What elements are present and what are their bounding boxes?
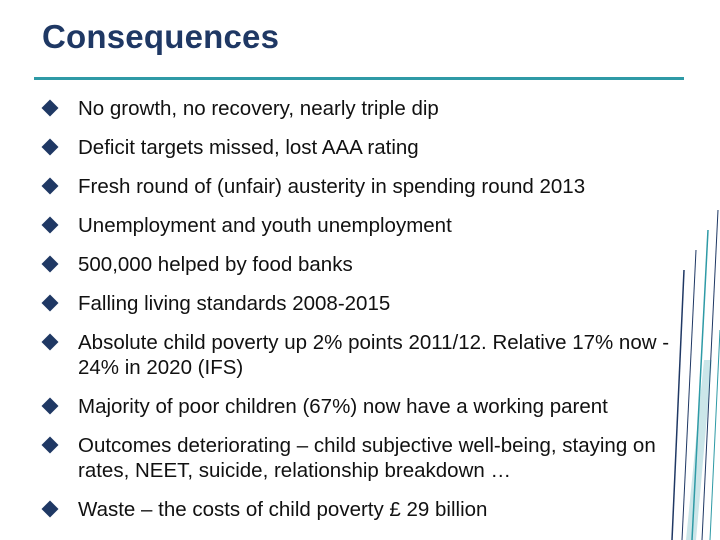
bullet-text: No growth, no recovery, nearly triple dip: [78, 97, 439, 120]
title-underline: [34, 77, 684, 80]
bullet-item: [40, 330, 685, 380]
bullet-list: [40, 96, 685, 536]
diamond-bullet-icon: [42, 334, 59, 351]
bullet-item: [40, 497, 685, 522]
bullet-text: Waste – the costs of child poverty £ 29 billion: [78, 498, 488, 521]
diamond-bullet-icon: [42, 501, 59, 518]
bullet-text: Outcomes deteriorating – child subjective well-being, staying on rates, NEET, suicide, relationship breakdown …: [78, 434, 656, 482]
bullet-item: [40, 433, 685, 483]
bullet-item: [40, 174, 685, 199]
bullet-item: [40, 213, 685, 238]
bullet-item: [40, 394, 685, 419]
bullet-text: Falling living standards 2008-2015: [78, 292, 391, 315]
diamond-bullet-icon: [42, 398, 59, 415]
bullet-text: Unemployment and youth unemployment: [78, 214, 452, 237]
diamond-bullet-icon: [42, 217, 59, 234]
decorative-stripes: [660, 0, 720, 540]
bullet-item: [40, 252, 685, 277]
slide-title: Consequences: [42, 18, 280, 55]
bullet-text: 500,000 helped by food banks: [78, 253, 353, 276]
bullet-text: Deficit targets missed, lost AAA rating: [78, 136, 419, 159]
diamond-bullet-icon: [42, 295, 59, 312]
bullet-text: Fresh round of (unfair) austerity in spending round 2013: [78, 175, 586, 198]
bullet-text: Majority of poor children (67%) now have a working parent: [78, 395, 608, 418]
bullet-text: Absolute child poverty up 2% points 2011/12. Relative 17% now - 24% in 2020 (IFS): [78, 331, 670, 379]
bullet-item: [40, 96, 685, 121]
diamond-bullet-icon: [42, 139, 59, 156]
diamond-bullet-icon: [42, 178, 59, 195]
diamond-bullet-icon: [42, 437, 59, 454]
diamond-bullet-icon: [42, 100, 59, 117]
bullet-item: [40, 291, 685, 316]
diamond-bullet-icon: [42, 256, 59, 273]
bullet-item: [40, 135, 685, 160]
